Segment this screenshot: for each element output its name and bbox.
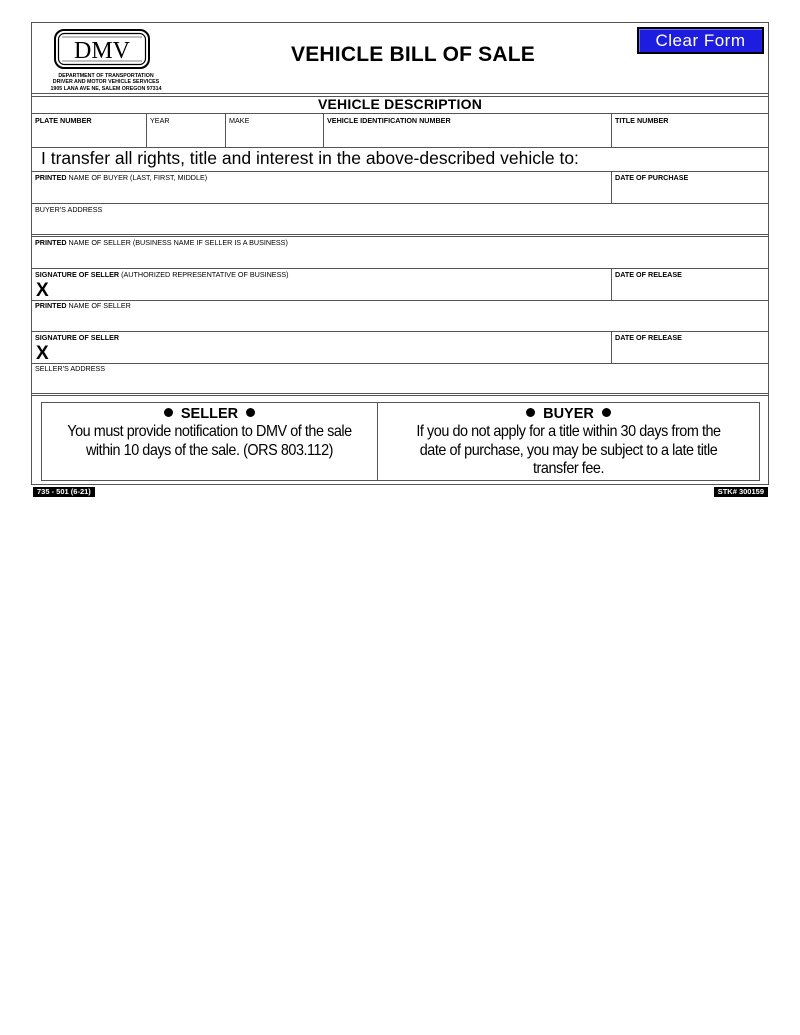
- plate-number-label: PLATE NUMBER: [35, 116, 92, 125]
- divider: [32, 93, 768, 94]
- second-seller-signature-input[interactable]: [54, 343, 613, 363]
- bullet-icon: [164, 408, 173, 417]
- divider: [32, 113, 768, 114]
- make-label: MAKE: [229, 116, 250, 125]
- divider: [32, 363, 768, 364]
- logo-text: DMV: [73, 38, 131, 64]
- notice-box: [41, 402, 760, 481]
- second-release-date-label: DATE OF RELEASE: [615, 333, 682, 342]
- divider: [32, 268, 768, 269]
- release-date-input[interactable]: [613, 280, 769, 300]
- seller-notice: [42, 403, 377, 480]
- seller-address-label: SELLER'S ADDRESS: [35, 364, 106, 373]
- seller-name-input[interactable]: [34, 248, 768, 268]
- signature-x-mark: X: [36, 343, 49, 364]
- department-address: [38, 73, 174, 92]
- bill-of-sale-form: [31, 22, 769, 485]
- dmv-logo: [54, 29, 150, 69]
- seller-notice-text: You must provide notification to DMV of the sale within 10 days of the sale. (ORS 803.112): [67, 423, 352, 459]
- divider: [32, 171, 768, 172]
- vin-label: VEHICLE IDENTIFICATION NUMBER: [327, 116, 451, 125]
- second-seller-signature-label: SIGNATURE OF SELLER: [35, 333, 120, 342]
- year-input[interactable]: [148, 127, 227, 147]
- department-line: DRIVER AND MOTOR VEHICLE SERVICES: [52, 79, 160, 86]
- release-date-label: DATE OF RELEASE: [615, 270, 682, 279]
- buyer-name-input[interactable]: [34, 183, 613, 203]
- second-seller-name-label: PRINTED NAME OF SELLER: [35, 301, 131, 310]
- buyer-notice: [378, 403, 759, 480]
- bullet-icon: [526, 408, 535, 417]
- clear-form-button[interactable]: Clear Form: [637, 27, 764, 54]
- page-title: VEHICLE BILL OF SALE: [291, 43, 535, 66]
- buyer-address-label: BUYER'S ADDRESS: [35, 205, 103, 214]
- department-line: 1905 LANA AVE NE, SALEM OREGON 97314: [50, 85, 162, 92]
- divider: [32, 236, 768, 237]
- buyer-name-label: PRINTED NAME OF BUYER (LAST, FIRST, MIDDLE): [35, 173, 208, 182]
- divider: [32, 395, 768, 396]
- divider: [32, 234, 768, 235]
- divider: [32, 300, 768, 301]
- plate-number-input[interactable]: [34, 127, 148, 147]
- form-number: 735 - 501 (6-21): [33, 487, 95, 497]
- divider: [32, 393, 768, 394]
- purchase-date-label: DATE OF PURCHASE: [615, 173, 689, 182]
- title-number-input[interactable]: [613, 127, 769, 147]
- seller-signature-input[interactable]: [54, 280, 613, 300]
- seller-address-input[interactable]: [34, 374, 768, 394]
- purchase-date-input[interactable]: [613, 183, 769, 203]
- divider: [32, 203, 768, 204]
- stock-number: STK# 300159: [714, 487, 768, 497]
- second-release-date-input[interactable]: [613, 343, 769, 363]
- signature-x-mark: X: [36, 280, 49, 301]
- vehicle-description-heading: VEHICLE DESCRIPTION: [317, 96, 483, 112]
- bullet-icon: [602, 408, 611, 417]
- seller-notice-heading: SELLER: [42, 405, 377, 423]
- year-label: YEAR: [150, 116, 170, 125]
- title-number-label: TITLE NUMBER: [615, 116, 669, 125]
- buyer-address-input[interactable]: [34, 215, 768, 235]
- buyer-notice-text: If you do not apply for a title within 30 days from the date of purchase, you may be subject to a late title transfer fee.: [416, 423, 721, 477]
- buyer-notice-heading: BUYER: [378, 405, 759, 423]
- seller-name-label: PRINTED NAME OF SELLER (BUSINESS NAME IF SELLER IS A BUSINESS): [35, 238, 288, 247]
- bullet-icon: [246, 408, 255, 417]
- make-input[interactable]: [227, 127, 325, 147]
- divider: [32, 331, 768, 332]
- department-line: DEPARTMENT OF TRANSPORTATION: [58, 73, 154, 79]
- second-seller-name-input[interactable]: [34, 311, 768, 331]
- transfer-statement: I transfer all rights, title and interest in the above-described vehicle to:: [41, 148, 579, 168]
- vin-input[interactable]: [325, 127, 613, 147]
- seller-signature-label: SIGNATURE OF SELLER (AUTHORIZED REPRESENTATIVE OF BUSINESS): [35, 270, 289, 279]
